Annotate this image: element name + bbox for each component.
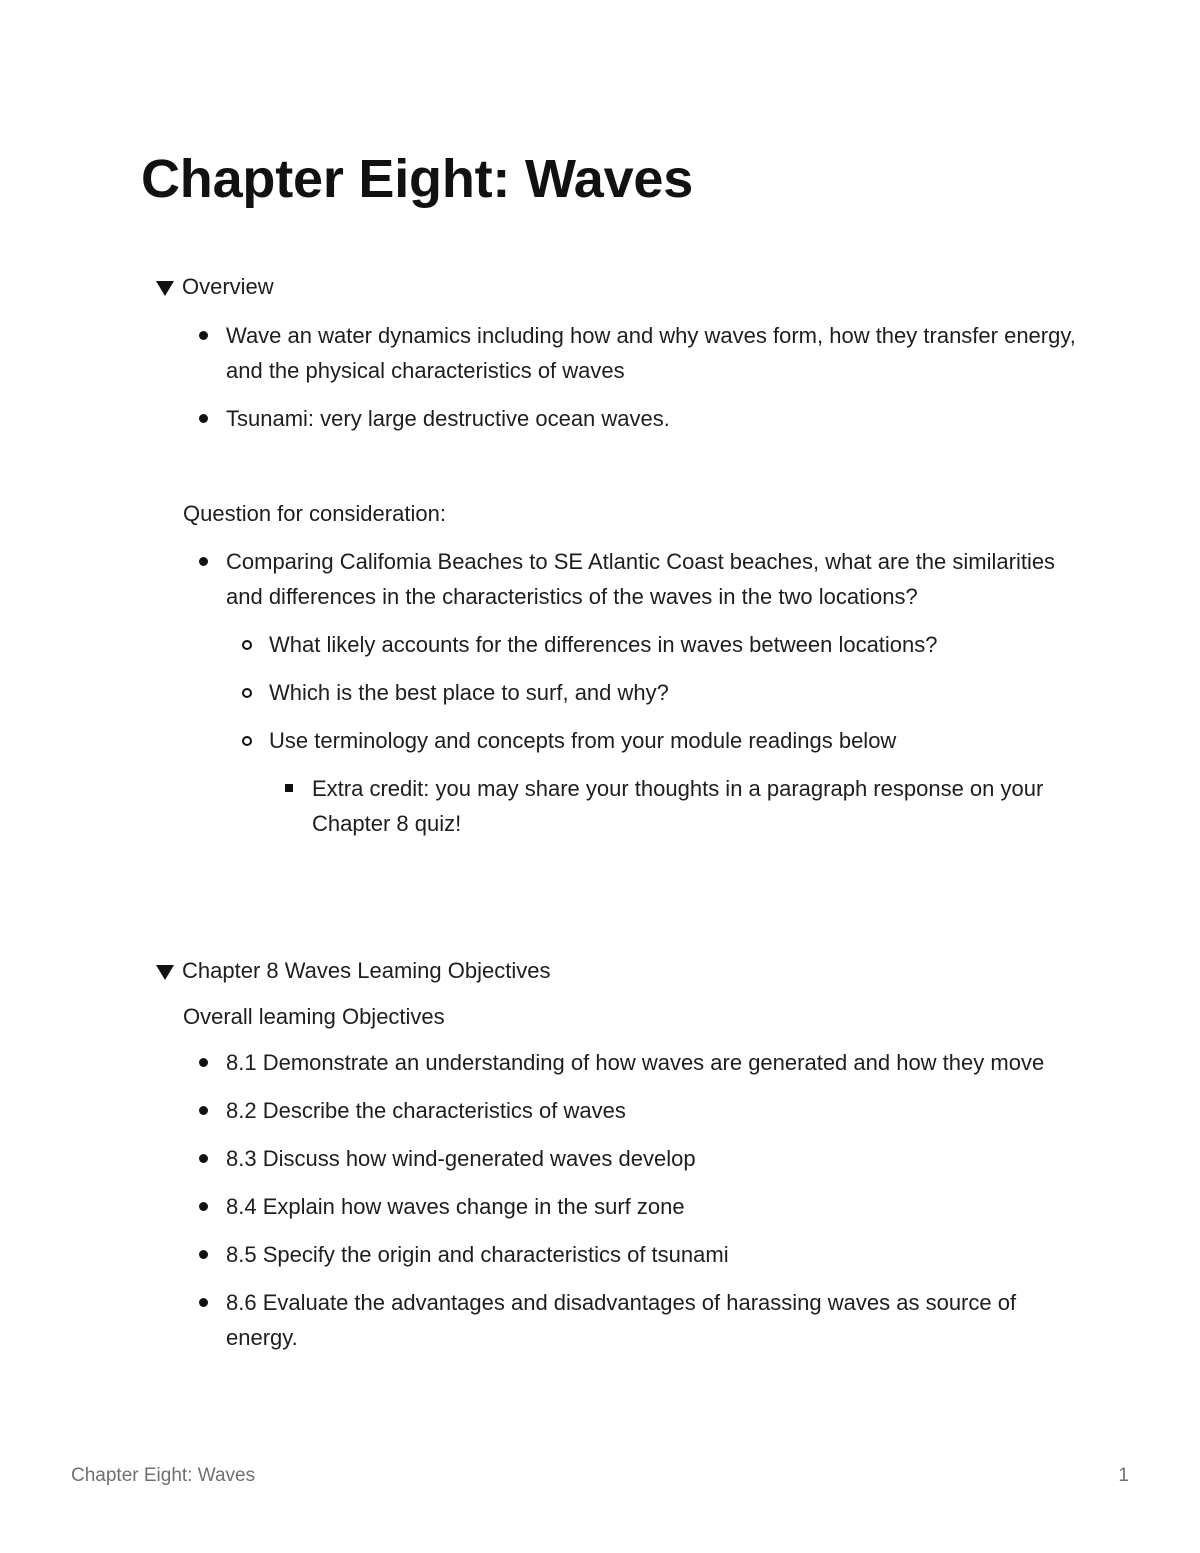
question-list — [183, 544, 1076, 841]
bullet-icon — [199, 1202, 208, 1211]
footer-title: Chapter Eight: Waves — [71, 1465, 256, 1486]
objectives-content — [183, 999, 1076, 1355]
list-item — [226, 723, 1076, 841]
bullet-icon — [199, 1106, 208, 1115]
objectives-subheading: Overall leaming Objectives — [183, 1004, 445, 1029]
list-item — [226, 675, 1076, 710]
list-item-text: Extra credit: you may share your thoughts in a paragraph response on your Chapter 8 quiz! — [312, 776, 1044, 836]
list-item-text: 8.5 Specify the origin and characteristics of tsunami — [226, 1242, 729, 1267]
bullet-icon — [199, 414, 208, 423]
overview-toggle[interactable] — [156, 269, 1076, 305]
list-item — [183, 401, 1076, 436]
list-item — [183, 318, 1076, 388]
list-item-text: Which is the best place to surf, and why? — [269, 680, 669, 705]
bullet-icon — [199, 1298, 208, 1307]
list-item-text: Use terminology and concepts from your module readings below — [269, 728, 897, 753]
question-heading: Question for consideration: — [183, 501, 446, 526]
list-item — [183, 1189, 1076, 1224]
toggle-triangle-icon[interactable] — [156, 965, 174, 980]
list-item — [183, 1285, 1076, 1355]
hollow-bullet-icon — [242, 736, 252, 746]
objectives-toggle[interactable] — [156, 953, 1076, 989]
objectives-toggle-label: Chapter 8 Waves Leaming Objectives — [182, 958, 551, 983]
question-sub-list — [226, 627, 1076, 841]
list-item — [226, 627, 1076, 662]
overview-section — [156, 269, 1076, 841]
overview-toggle-label: Overview — [182, 274, 274, 299]
list-item — [183, 1093, 1076, 1128]
list-item-text: What likely accounts for the differences in waves between locations? — [269, 632, 938, 657]
overview-content — [183, 318, 1076, 841]
bullet-icon — [199, 557, 208, 566]
list-item-text: 8.4 Explain how waves change in the surf zone — [226, 1194, 685, 1219]
list-item-text: 8.2 Describe the characteristics of waves — [226, 1098, 626, 1123]
list-item — [183, 1141, 1076, 1176]
hollow-bullet-icon — [242, 688, 252, 698]
list-item-text: 8.6 Evaluate the advantages and disadvantages of harassing waves as source of energy. — [226, 1290, 1017, 1350]
square-bullet-icon — [285, 784, 293, 792]
list-item-text: 8.3 Discuss how wind-generated waves develop — [226, 1146, 696, 1171]
page-title: Chapter Eight: Waves — [141, 149, 694, 209]
objectives-section — [156, 953, 1076, 1355]
list-item-text: 8.1 Demonstrate an understanding of how waves are generated and how they move — [226, 1050, 1045, 1075]
bullet-icon — [199, 1250, 208, 1259]
bullet-icon — [199, 1154, 208, 1163]
bullet-icon — [199, 1058, 208, 1067]
list-item — [183, 544, 1076, 841]
bullet-icon — [199, 331, 208, 340]
list-item — [183, 1045, 1076, 1080]
page-number: 1 — [1118, 1465, 1129, 1486]
overview-bullet-list — [183, 318, 1076, 436]
hollow-bullet-icon — [242, 640, 252, 650]
objectives-list — [183, 1045, 1076, 1355]
toggle-triangle-icon[interactable] — [156, 281, 174, 296]
list-item-text: Comparing Califomia Beaches to SE Atlantic Coast beaches, what are the similarities and differences in the characteristics of the waves in the two locations? — [226, 549, 1056, 609]
list-item-text: Wave an water dynamics including how and why waves form, how they transfer energy, and the physical characteristics of waves — [226, 323, 1076, 383]
list-item-text: Tsunami: very large destructive ocean waves. — [226, 406, 670, 431]
extra-credit-list — [269, 771, 1076, 841]
list-item — [183, 1237, 1076, 1272]
list-item — [269, 771, 1076, 841]
